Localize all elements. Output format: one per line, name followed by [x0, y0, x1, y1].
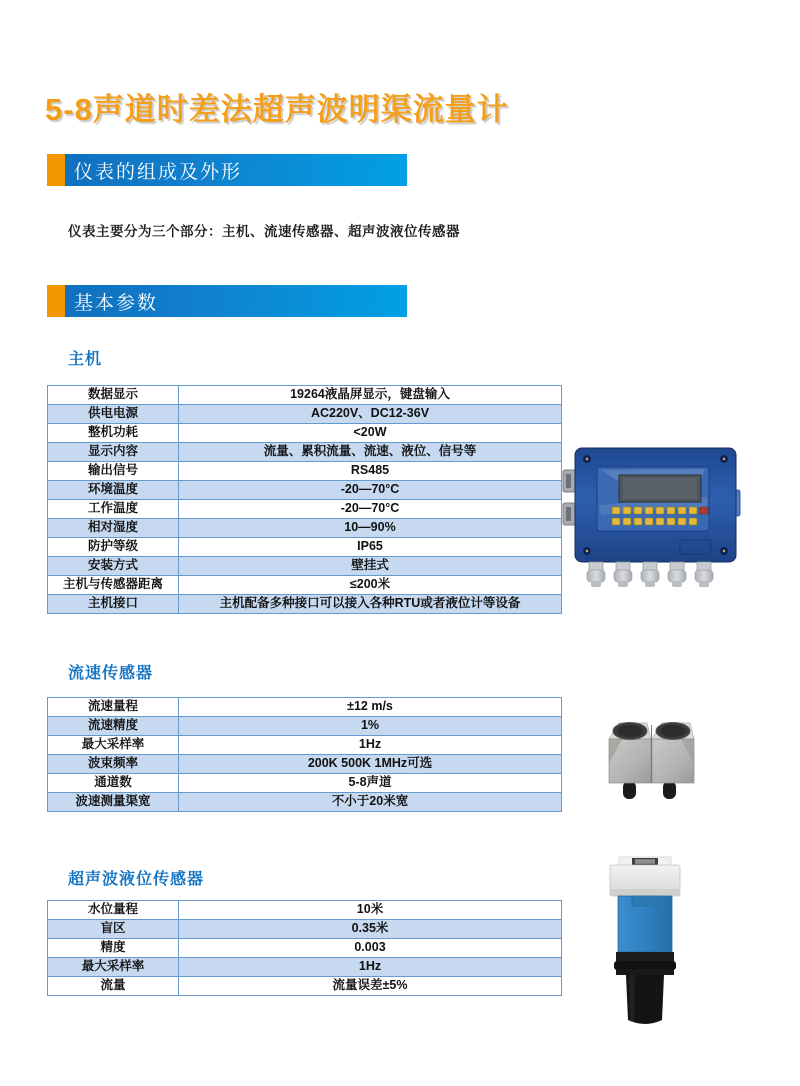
param-value-cell: 10米 — [179, 901, 562, 920]
table-row — [48, 901, 562, 920]
table-row — [48, 538, 562, 557]
param-name-cell: 供电电源 — [48, 405, 179, 424]
param-value-cell: 不小于20米宽 — [179, 793, 562, 812]
param-value-cell: 10—90% — [179, 519, 562, 538]
table-row — [48, 443, 562, 462]
table-row — [48, 717, 562, 736]
param-name-cell: 精度 — [48, 939, 179, 958]
param-name-cell: 安装方式 — [48, 557, 179, 576]
table-row — [48, 939, 562, 958]
param-value-cell: -20—70°C — [179, 500, 562, 519]
param-value-cell: 19264液晶屏显示，键盘输入 — [179, 386, 562, 405]
section-bar-basic-params — [47, 285, 407, 317]
table-row — [48, 519, 562, 538]
param-name-cell: 显示内容 — [48, 443, 179, 462]
param-name-cell: 最大采样率 — [48, 736, 179, 755]
table-row — [48, 386, 562, 405]
param-value-cell: 200K 500K 1MHz可选 — [179, 755, 562, 774]
table-row — [48, 576, 562, 595]
param-value-cell: <20W — [179, 424, 562, 443]
param-value-cell: RS485 — [179, 462, 562, 481]
param-value-cell: 1% — [179, 717, 562, 736]
blue-bar — [65, 154, 407, 186]
table-row — [48, 958, 562, 977]
level-sensor-spec-table — [47, 900, 562, 996]
param-value-cell: ≤200米 — [179, 576, 562, 595]
side-connectors — [563, 470, 576, 525]
section-bar-label: 基本参数 — [74, 292, 159, 314]
param-value-cell: AC220V、DC12-36V — [179, 405, 562, 424]
param-value-cell: 1Hz — [179, 736, 562, 755]
param-name-cell: 波束频率 — [48, 755, 179, 774]
red-key — [700, 507, 708, 514]
table-row — [48, 736, 562, 755]
section-bar-composition — [47, 154, 407, 186]
table-row — [48, 462, 562, 481]
param-value-cell: IP65 — [179, 538, 562, 557]
cable-glands — [587, 562, 713, 587]
section-heading-level-sensor: 超声波液位传感器 — [68, 871, 205, 888]
table-row — [48, 557, 562, 576]
param-name-cell: 输出信号 — [48, 462, 179, 481]
param-value-cell: ±12 m/s — [179, 698, 562, 717]
param-name-cell: 水位量程 — [48, 901, 179, 920]
param-name-cell: 盲区 — [48, 920, 179, 939]
param-name-cell: 整机功耗 — [48, 424, 179, 443]
param-value-cell: 1Hz — [179, 958, 562, 977]
param-value-cell: 壁挂式 — [179, 557, 562, 576]
param-value-cell: 0.35米 — [179, 920, 562, 939]
section-bar-label: 仪表的组成及外形 — [74, 161, 243, 183]
param-name-cell: 防护等级 — [48, 538, 179, 557]
table-row — [48, 977, 562, 996]
param-value-cell: 5-8声道 — [179, 774, 562, 793]
param-name-cell: 相对湿度 — [48, 519, 179, 538]
table-row — [48, 774, 562, 793]
section-heading-velocity-sensor: 流速传感器 — [68, 665, 154, 682]
param-value-cell: 0.003 — [179, 939, 562, 958]
param-name-cell: 流量 — [48, 977, 179, 996]
param-name-cell: 最大采样率 — [48, 958, 179, 977]
param-value-cell: 主机配备多种接口可以接入各种RTU或者液位计等设备 — [179, 595, 562, 614]
section-heading-main-unit: 主机 — [68, 351, 103, 368]
param-name-cell: 主机接口 — [48, 595, 179, 614]
param-value-cell: -20—70°C — [179, 481, 562, 500]
blue-bar — [65, 285, 407, 317]
table-row — [48, 424, 562, 443]
intro-text: 仪表主要分为三个部分：主机、流速传感器、超声波液位传感器 — [68, 224, 460, 239]
table-row — [48, 595, 562, 614]
param-value-cell: 流量误差±5% — [179, 977, 562, 996]
param-name-cell: 工作温度 — [48, 500, 179, 519]
param-value-cell: 流量、累积流量、流速、液位、信号等 — [179, 443, 562, 462]
page-title: 5-8声道时差法超声波明渠流量计 — [45, 92, 509, 127]
table-row — [48, 405, 562, 424]
table-row — [48, 698, 562, 717]
velocity-sensor-spec-table — [47, 697, 562, 812]
orange-accent-block — [47, 285, 65, 317]
param-name-cell: 数据显示 — [48, 386, 179, 405]
param-name-cell: 流速量程 — [48, 698, 179, 717]
main-unit-spec-table — [47, 385, 562, 614]
param-name-cell: 波速测量渠宽 — [48, 793, 179, 812]
table-row — [48, 481, 562, 500]
param-name-cell: 通道数 — [48, 774, 179, 793]
table-row — [48, 793, 562, 812]
main-unit-photo — [561, 445, 743, 591]
table-row — [48, 920, 562, 939]
orange-accent-block — [47, 154, 65, 186]
table-row — [48, 755, 562, 774]
param-name-cell: 流速精度 — [48, 717, 179, 736]
table-row — [48, 500, 562, 519]
param-name-cell: 环境温度 — [48, 481, 179, 500]
ultrasonic-level-sensor-photo — [605, 856, 685, 1031]
param-name-cell: 主机与传感器距离 — [48, 576, 179, 595]
velocity-sensor-photo — [606, 713, 696, 801]
